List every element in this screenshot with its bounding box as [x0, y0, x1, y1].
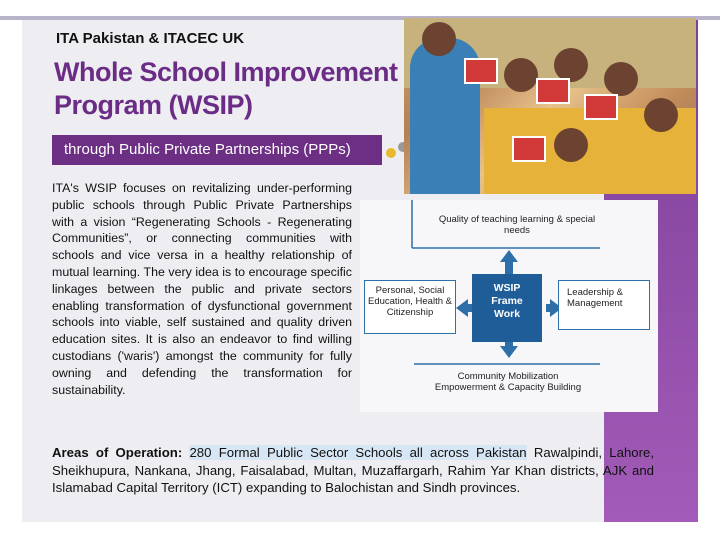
photo-head [644, 98, 678, 132]
quality-teaching-box [432, 210, 602, 244]
personal-social-box [364, 280, 456, 334]
photo-head [604, 62, 638, 96]
classroom-photo [404, 18, 696, 194]
photo-head [504, 58, 538, 92]
center-label-1: WSIP [493, 282, 521, 294]
community-label-2: Empowerment & Capacity Building [434, 382, 582, 393]
photo-card [512, 136, 546, 162]
community-box [416, 368, 600, 402]
arrow-left [456, 299, 472, 317]
title-line-1: Whole School Improvement [54, 57, 398, 87]
arrow-up [500, 250, 518, 274]
leadership-label: Leadership & Management [567, 287, 623, 309]
personal-social-label: Personal, Social Education, Health & Citizenship [368, 285, 452, 318]
center-label-3: Work [493, 308, 521, 320]
yellow-dot-decoration [386, 148, 396, 158]
photo-head [422, 22, 456, 56]
wsip-description: ITA's WSIP focuses on revitalizing under-performing public schools through Public Private Partnerships with a vision “Regenerating Schools - Regenerating Communities”, or connecting communities with schools and vice versa in a healthy relationship of mutual learning. The very idea is to encourage specific linkages between the public and private sectors enabling transformation of dysfunctional government schools into viable, self sustained and quality driven education sites. It is also an endeavor to find willing custodians ('waris') amongst the community for fully owning and defending the transformation for sustainability. [52, 181, 352, 397]
areas-text: Rawalpindi, Lahore, Sheikhupura, Nankana, Jhang, Faisalabad, Multan, Muzaffargarh, Rahim Yar Khan districts, AJK and Islamabad Capital Territory (ICT) expanding to Balochistan and Sindh provinces. [52, 445, 654, 495]
title-line-2: Program (WSIP) [54, 90, 253, 120]
community-label-1: Community Mobilization [457, 371, 559, 382]
subtitle-band: through Public Private Partnerships (PPPs) [52, 135, 382, 165]
areas-of-operation [52, 444, 654, 497]
wsip-framework-center [472, 274, 542, 342]
page-title [54, 56, 404, 122]
photo-head [554, 48, 588, 82]
organization-caption: ITA Pakistan & ITACEC UK [56, 30, 245, 47]
quality-teaching-label: Quality of teaching learning & special needs [438, 214, 596, 236]
leadership-box [558, 280, 650, 330]
photo-card [536, 78, 570, 104]
photo-head [554, 128, 588, 162]
areas-label: Areas of Operation: [52, 445, 183, 460]
photo-card [464, 58, 498, 84]
center-label-2: Frame [491, 295, 523, 307]
areas-highlight: 280 Formal Public Sector Schools all across Pakistan [189, 445, 527, 460]
photo-card [584, 94, 618, 120]
